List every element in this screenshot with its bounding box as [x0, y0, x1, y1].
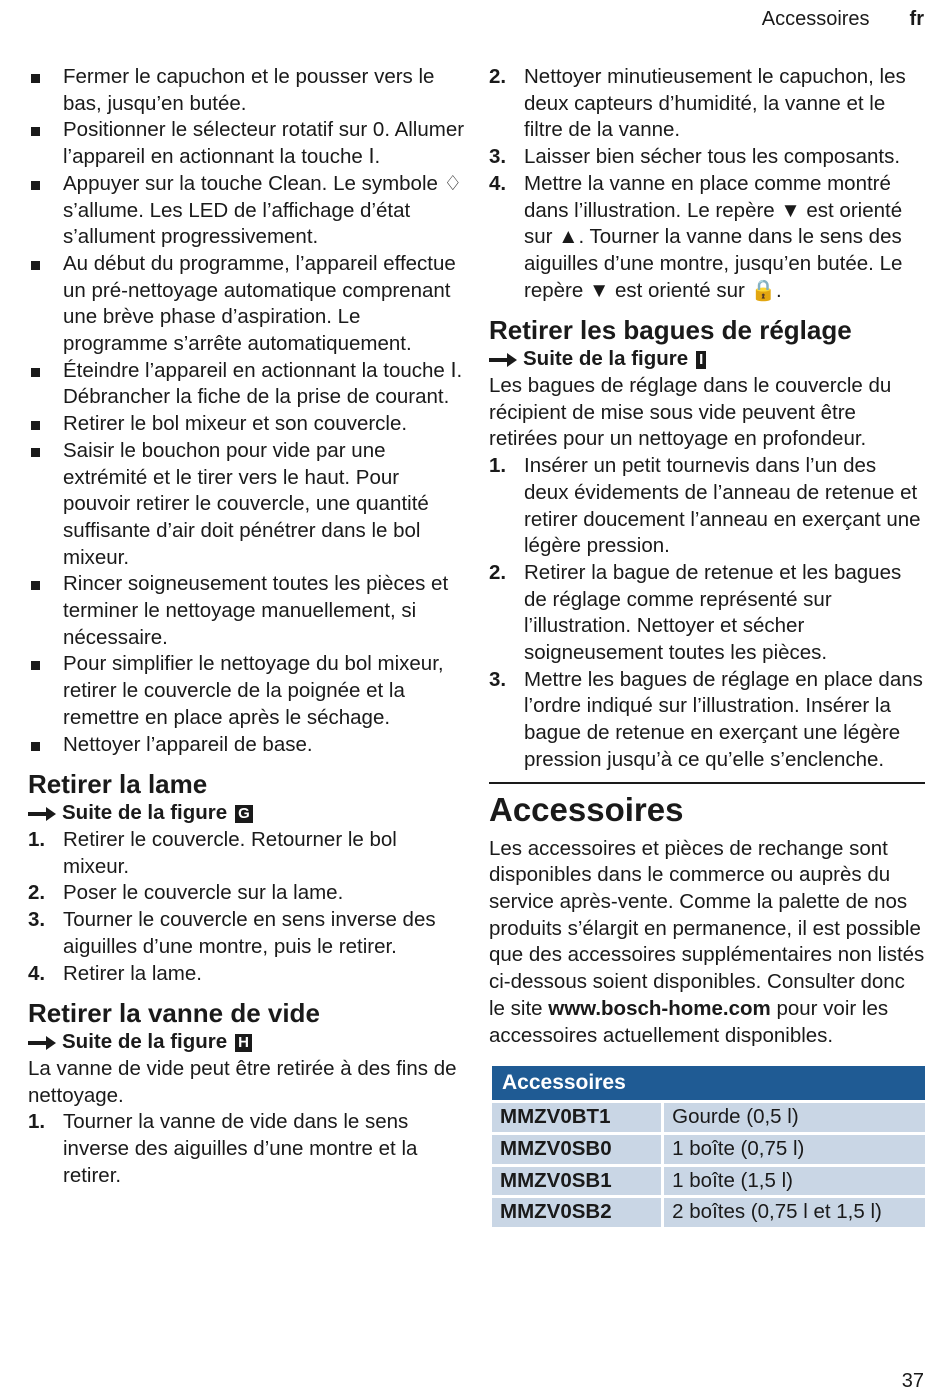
- table-row: [492, 1135, 925, 1164]
- figure-reference: Suite de la figure G: [28, 800, 468, 827]
- list-item: 4. Mettre la vanne en place comme montré dans l’illustration. Le repère ▼ est orienté sur ▲. Tourner la vanne dans le sens des aiguilles d’une montre, jusqu’en butée. Le repère ▼ est orienté sur 🔒.: [489, 171, 903, 302]
- list-item: 4. Retirer la lame.: [28, 961, 202, 985]
- list-item: Positionner le sélecteur rotatif sur 0. Allumer l’appareil en actionnant la touche Ⅰ.: [28, 117, 468, 170]
- list-item: 2. Retirer la bague de retenue et les bagues de réglage comme représenté sur l’illustration. Nettoyer et sécher soigneusement toutes les pièces.: [489, 560, 902, 665]
- valve-steps: [28, 1109, 468, 1189]
- valve-steps-continued: [489, 64, 925, 304]
- model-cell: MMZV0SB0: [492, 1135, 664, 1164]
- description-cell: 1 boîte (0,75 l): [664, 1135, 925, 1164]
- model-cell: MMZV0BT1: [492, 1103, 664, 1132]
- list-item: Appuyer sur la touche Clean. Le symbole ♢ s’allume. Les LED de l’affichage d’état s’allument progressivement.: [28, 171, 468, 251]
- list-item: 3. Mettre les bagues de réglage en place dans l’ordre indiqué sur l’illustration. Insérer la bague de retenue en exerçant une légère pression jusqu’à ce qu’elle s’enclenche.: [489, 667, 923, 771]
- page-header: [762, 4, 924, 34]
- description-cell: Gourde (0,5 l): [664, 1103, 925, 1132]
- accessories-table: [492, 1063, 925, 1230]
- figure-reference: Suite de la figure I: [489, 346, 925, 373]
- accessories-intro: Les accessoires et pièces de rechange sont disponibles dans le commerce ou auprès du service après-vente. Comme la palette de nos produits s’élargit en permanence, il est possible que des accessoires supplémentaires non listés ci-dessous soient disponibles. Consulter donc le site www.bosch-home.com pour voir les accessoires actuellement disponibles.: [489, 836, 925, 1047]
- rings-intro: Les bagues de réglage dans le couvercle du récipient de mise sous vide peuvent être retirées pour un nettoyage en profondeur.: [489, 374, 892, 451]
- table-row: [492, 1198, 925, 1227]
- figure-reference: Suite de la figure H: [28, 1029, 468, 1056]
- rings-steps: [489, 453, 925, 773]
- right-column: [489, 64, 925, 1230]
- table-row: [492, 1103, 925, 1132]
- section-title-valve: Retirer la vanne de vide: [28, 998, 320, 1029]
- table-row: [492, 1167, 925, 1196]
- valve-intro: La vanne de vide peut être retirée à des fins de nettoyage.: [28, 1056, 457, 1107]
- description-cell: 2 boîtes (0,75 l et 1,5 l): [664, 1198, 925, 1227]
- arrow-right-icon: [28, 1036, 56, 1050]
- figure-letter-badge: H: [235, 1034, 252, 1052]
- section-title-accessories: Accessoires: [489, 790, 684, 828]
- list-item: 2. Nettoyer minutieusement le capuchon, les deux capteurs d’humidité, la vanne et le filtre de la vanne.: [489, 65, 906, 142]
- table-header: Accessoires: [492, 1066, 925, 1100]
- page-number: 37: [901, 1370, 924, 1392]
- model-cell: MMZV0SB1: [492, 1167, 664, 1196]
- section-title-rings: Retirer les bagues de réglage: [489, 315, 852, 346]
- website-link[interactable]: www.bosch-home.com: [548, 996, 771, 1020]
- list-item: Rincer soigneusement toutes les pièces et terminer le nettoyage manuellement, si nécessaire.: [28, 571, 468, 651]
- list-item: Nettoyer l’appareil de base.: [28, 732, 468, 759]
- list-item: Pour simplifier le nettoyage du bol mixeur, retirer le couvercle de la poignée et la remettre en place après le séchage.: [28, 651, 468, 731]
- list-item: Éteindre l’appareil en actionnant la touche Ⅰ. Débrancher la fiche de la prise de courant.: [28, 358, 468, 411]
- list-item: Au début du programme, l’appareil effectue un pré-nettoyage automatique comprenant une brève phase d’aspiration. Le programme s’arrête automatiquement.: [28, 251, 468, 358]
- list-item: 1. Tourner la vanne de vide dans le sens inverse des aiguilles d’une montre et la retirer.: [28, 1110, 418, 1187]
- section-divider: [489, 782, 925, 784]
- list-item: 3. Tourner le couvercle en sens inverse des aiguilles d’une montre, puis le retirer.: [28, 908, 436, 958]
- list-item: Fermer le capuchon et le pousser vers le bas, jusqu’en butée.: [28, 64, 468, 117]
- list-item: Saisir le bouchon pour vide par une extrémité et le tirer vers le haut. Pour pouvoir retirer le couvercle, une quantité suffisante d’air doit pénétrer dans le bol mixeur.: [28, 438, 468, 572]
- list-item: Retirer le bol mixeur et son couvercle.: [28, 411, 468, 438]
- section-title-blade: Retirer la lame: [28, 769, 208, 800]
- header-language: fr: [909, 7, 924, 30]
- list-item: 1. Retirer le couvercle. Retourner le bol mixeur.: [28, 827, 397, 878]
- arrow-right-icon: [489, 353, 517, 367]
- description-cell: 1 boîte (1,5 l): [664, 1167, 925, 1196]
- blade-steps: [28, 827, 468, 987]
- list-item: 2. Poser le couvercle sur la lame.: [28, 881, 344, 905]
- figure-letter-badge: G: [235, 805, 253, 823]
- cleaning-bullet-list: [28, 64, 468, 758]
- header-section: Accessoires: [761, 7, 870, 30]
- figure-letter-badge: I: [696, 351, 706, 369]
- left-column: [28, 64, 468, 1189]
- list-item: 3. Laisser bien sécher tous les composants.: [489, 145, 901, 169]
- model-cell: MMZV0SB2: [492, 1198, 664, 1227]
- arrow-right-icon: [28, 807, 56, 821]
- list-item: 1. Insérer un petit tournevis dans l’un des deux évidements de l’anneau de retenue et retirer doucement l’anneau en exerçant une légère pression.: [489, 454, 921, 558]
